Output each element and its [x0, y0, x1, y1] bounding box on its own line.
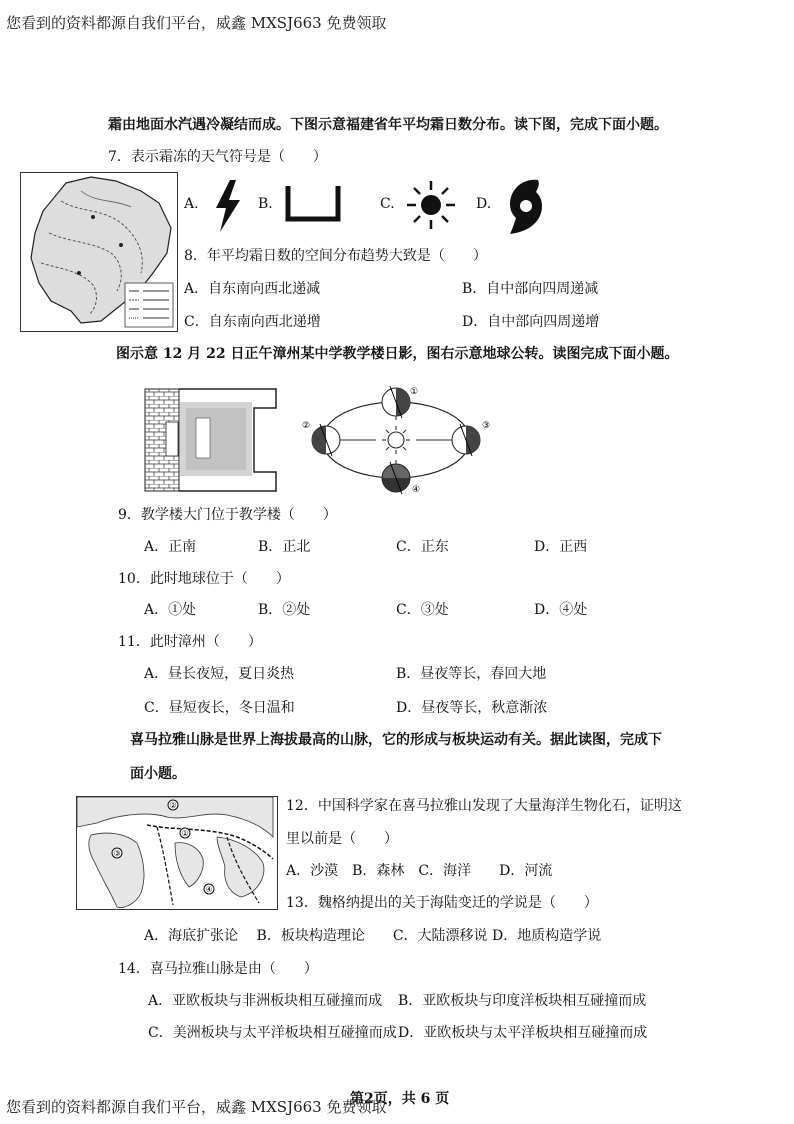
- q8-option-c: C．自东南向西北递增: [184, 314, 321, 330]
- q9-option-d: D．正西: [534, 539, 588, 555]
- q7-option-c-label: C.: [380, 196, 395, 212]
- watermark-top: 您看到的资料都源自我们平台，威鑫 MXSJ663 免费领取: [6, 14, 387, 32]
- q11-option-d: D．昼夜等长，秋意渐浓: [396, 700, 548, 716]
- q10-option-a: A．①处: [144, 602, 197, 618]
- q8-option-a: A．自东南向西北递减: [184, 281, 321, 297]
- q9-option-c: C．正东: [396, 539, 449, 555]
- q11-option-b: B．昼夜等长，春回大地: [396, 666, 547, 682]
- orbit-label-3: ③: [482, 421, 491, 431]
- question-12-line1: 12．中国科学家在喜马拉雅山发现了大量海洋生物化石，证明这: [286, 798, 682, 814]
- orbit-label-4: ④: [412, 485, 421, 495]
- question-12-line2: 里以前是（ ）: [286, 831, 398, 847]
- q14-option-a: A．亚欧板块与非洲板块相互碰撞而成: [148, 993, 383, 1009]
- typhoon-symbol-icon: [504, 176, 548, 236]
- q10-option-d: D．④处: [534, 602, 588, 618]
- orbit-label-1: ①: [410, 387, 419, 397]
- question-9-stem: 9．教学楼大门位于教学楼（ ）: [118, 507, 337, 523]
- question-10-stem: 10．此时地球位于（ ）: [118, 571, 290, 587]
- q10-option-b: B．②处: [258, 602, 311, 618]
- page-number: 第2页，共 6 页: [350, 1091, 450, 1107]
- earth-orbit-figure: [300, 384, 496, 496]
- q8-option-b: B．自中部向四周递减: [462, 281, 599, 297]
- sunny-symbol-icon: [406, 180, 456, 230]
- q14-option-c: C．美洲板块与太平洋板块相互碰撞而成: [148, 1025, 397, 1041]
- question-14-stem: 14．喜马拉雅山脉是由（ ）: [118, 961, 318, 977]
- q14-option-d: D．亚欧板块与太平洋板块相互碰撞而成: [398, 1025, 648, 1041]
- q9-option-a: A．正南: [144, 539, 197, 555]
- orbit-label-2: ②: [302, 421, 311, 431]
- fujian-frost-map: [20, 172, 178, 332]
- q13-options: A．海底扩张论 B．板块构造理论 C．大陆漂移说 D．地质构造学说: [144, 928, 602, 944]
- plate-label-1: ①: [181, 829, 189, 838]
- q14-option-b: B．亚欧板块与印度洋板块相互碰撞而成: [398, 993, 647, 1009]
- q7-option-d-label: D.: [476, 196, 492, 212]
- plate-label-2: ②: [169, 801, 177, 810]
- q7-option-b-label: B.: [258, 196, 273, 212]
- q11-option-a: A．昼长夜短，夏日炎热: [144, 666, 295, 682]
- intro-himalaya-line2: 面小题。: [130, 766, 186, 782]
- question-11-stem: 11．此时漳州（ ）: [118, 634, 262, 650]
- plate-label-4: ④: [205, 885, 213, 894]
- intro-shadow: 图示意 12 月 22 日正午漳州某中学教学楼日影，图右示意地球公转。读图完成下面小题。: [116, 346, 679, 362]
- question-8-stem: 8．年平均霜日数的空间分布趋势大致是（ ）: [184, 248, 487, 264]
- question-7-stem: 7．表示霜冻的天气符号是（ ）: [108, 149, 327, 165]
- frost-symbol-icon: [284, 186, 342, 224]
- lightning-symbol-icon: [212, 180, 242, 232]
- plate-label-3: ③: [113, 849, 121, 858]
- watermark-bottom: 您看到的资料都源自我们平台，威鑫 MXSJ663 免费领取: [6, 1098, 387, 1116]
- q9-option-b: B．正北: [258, 539, 311, 555]
- plate-map-figure: [76, 796, 278, 910]
- q10-option-c: C．③处: [396, 602, 449, 618]
- intro-frost: 霜由地面水汽遇冷凝结而成。下图示意福建省年平均霜日数分布。读下图，完成下面小题。: [108, 117, 668, 133]
- sun-icon: [382, 426, 410, 454]
- building-shadow-figure: [144, 388, 278, 492]
- q8-option-d: D．自中部向四周递增: [462, 314, 600, 330]
- q11-option-c: C．昼短夜长，冬日温和: [144, 700, 295, 716]
- question-13-stem: 13．魏格纳提出的关于海陆变迁的学说是（ ）: [286, 895, 598, 911]
- q7-option-a-label: A.: [184, 196, 199, 212]
- intro-himalaya-line1: 喜马拉雅山脉是世界上海拔最高的山脉，它的形成与板块运动有关。据此读图，完成下: [130, 732, 662, 748]
- q12-options: A．沙漠 B．森林 C．海洋 D．河流: [286, 863, 553, 879]
